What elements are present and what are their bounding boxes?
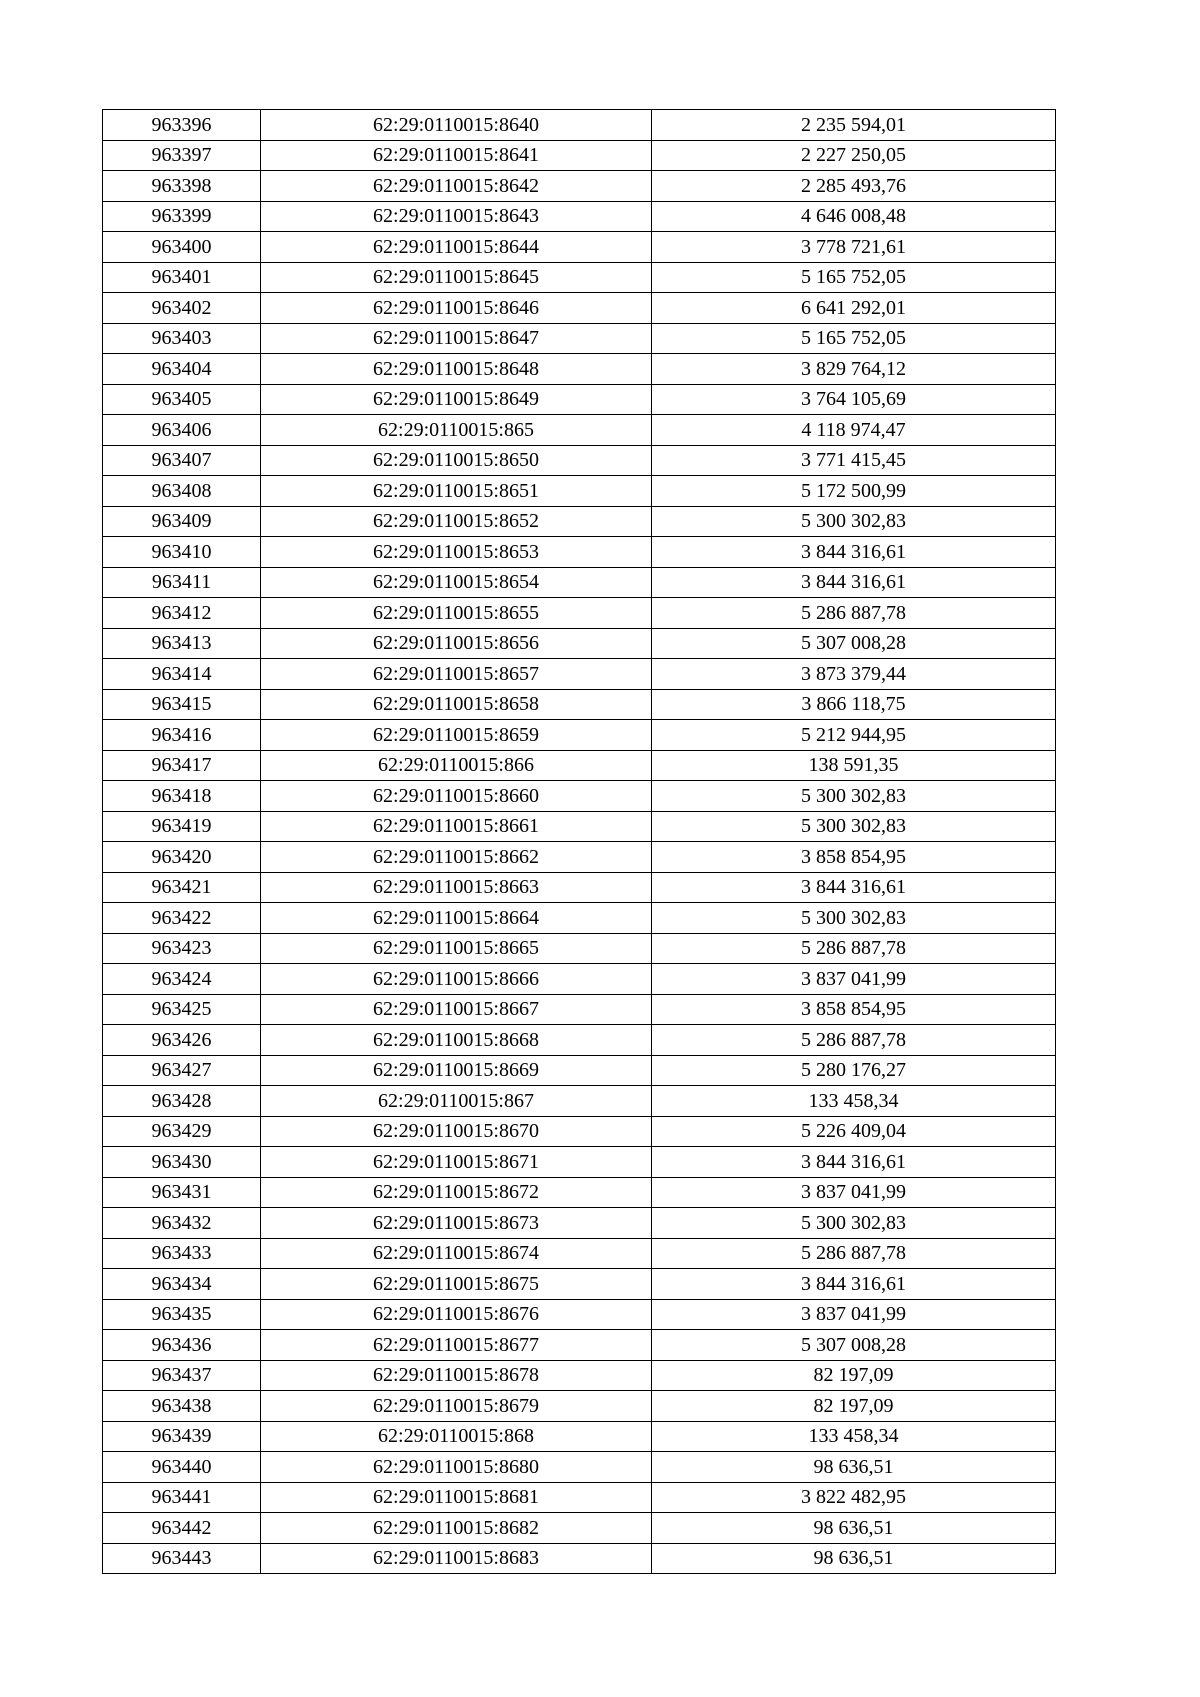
cadastral-number-cell: 62:29:0110015:8642 [261, 171, 652, 202]
cadastral-number-cell: 62:29:0110015:8669 [261, 1055, 652, 1086]
cadastral-value-cell: 2 227 250,05 [652, 140, 1056, 171]
row-number-cell: 963433 [103, 1238, 261, 1269]
table-row [103, 811, 1056, 842]
cadastral-number-cell: 62:29:0110015:8656 [261, 628, 652, 659]
table-row [103, 659, 1056, 690]
cadastral-number-cell: 62:29:0110015:8676 [261, 1299, 652, 1330]
cadastral-number-cell: 62:29:0110015:8674 [261, 1238, 652, 1269]
row-number-cell: 963440 [103, 1452, 261, 1483]
row-number-cell: 963407 [103, 445, 261, 476]
row-number-cell: 963428 [103, 1086, 261, 1117]
row-number-cell: 963439 [103, 1421, 261, 1452]
row-number-cell: 963405 [103, 384, 261, 415]
table-row [103, 842, 1056, 873]
cadastral-value-cell: 5 165 752,05 [652, 323, 1056, 354]
cadastral-value-cell: 3 844 316,61 [652, 537, 1056, 568]
row-number-cell: 963397 [103, 140, 261, 171]
table-row [103, 1299, 1056, 1330]
row-number-cell: 963404 [103, 354, 261, 385]
cadastral-number-cell: 62:29:0110015:8664 [261, 903, 652, 934]
cadastral-number-cell: 62:29:0110015:8679 [261, 1391, 652, 1422]
row-number-cell: 963411 [103, 567, 261, 598]
table-row [103, 1452, 1056, 1483]
cadastral-number-cell: 62:29:0110015:8678 [261, 1360, 652, 1391]
cadastral-value-table [102, 109, 1056, 1574]
table-row [103, 1116, 1056, 1147]
row-number-cell: 963424 [103, 964, 261, 995]
row-number-cell: 963413 [103, 628, 261, 659]
row-number-cell: 963435 [103, 1299, 261, 1330]
cadastral-value-cell: 5 280 176,27 [652, 1055, 1056, 1086]
cadastral-value-cell: 3 837 041,99 [652, 1299, 1056, 1330]
table-row [103, 201, 1056, 232]
row-number-cell: 963442 [103, 1513, 261, 1544]
row-number-cell: 963423 [103, 933, 261, 964]
table-row [103, 415, 1056, 446]
row-number-cell: 963409 [103, 506, 261, 537]
row-number-cell: 963420 [103, 842, 261, 873]
cadastral-number-cell: 62:29:0110015:8658 [261, 689, 652, 720]
cadastral-value-cell: 5 172 500,99 [652, 476, 1056, 507]
cadastral-value-cell: 5 286 887,78 [652, 598, 1056, 629]
table-row [103, 1055, 1056, 1086]
cadastral-value-cell: 5 307 008,28 [652, 628, 1056, 659]
table-row [103, 262, 1056, 293]
row-number-cell: 963414 [103, 659, 261, 690]
row-number-cell: 963399 [103, 201, 261, 232]
cadastral-number-cell: 62:29:0110015:8652 [261, 506, 652, 537]
row-number-cell: 963431 [103, 1177, 261, 1208]
table-row [103, 1025, 1056, 1056]
cadastral-value-cell: 98 636,51 [652, 1452, 1056, 1483]
cadastral-value-cell: 3 858 854,95 [652, 842, 1056, 873]
cadastral-value-cell: 5 300 302,83 [652, 781, 1056, 812]
cadastral-value-cell: 3 858 854,95 [652, 994, 1056, 1025]
row-number-cell: 963403 [103, 323, 261, 354]
cadastral-number-cell: 62:29:0110015:8680 [261, 1452, 652, 1483]
cadastral-number-cell: 62:29:0110015:8644 [261, 232, 652, 263]
table-row [103, 1543, 1056, 1574]
table-row [103, 994, 1056, 1025]
row-number-cell: 963408 [103, 476, 261, 507]
row-number-cell: 963406 [103, 415, 261, 446]
table-row [103, 323, 1056, 354]
table-row [103, 1360, 1056, 1391]
table-row [103, 1391, 1056, 1422]
cadastral-number-cell: 62:29:0110015:8657 [261, 659, 652, 690]
row-number-cell: 963410 [103, 537, 261, 568]
table-row [103, 750, 1056, 781]
cadastral-value-cell: 3 844 316,61 [652, 872, 1056, 903]
cadastral-number-cell: 62:29:0110015:8655 [261, 598, 652, 629]
cadastral-value-cell: 5 286 887,78 [652, 1238, 1056, 1269]
table-row [103, 506, 1056, 537]
row-number-cell: 963400 [103, 232, 261, 263]
cadastral-number-cell: 62:29:0110015:8667 [261, 994, 652, 1025]
cadastral-value-cell: 82 197,09 [652, 1391, 1056, 1422]
row-number-cell: 963402 [103, 293, 261, 324]
cadastral-number-cell: 62:29:0110015:8643 [261, 201, 652, 232]
row-number-cell: 963416 [103, 720, 261, 751]
cadastral-value-cell: 3 844 316,61 [652, 1269, 1056, 1300]
cadastral-value-cell: 2 235 594,01 [652, 110, 1056, 141]
cadastral-number-cell: 62:29:0110015:868 [261, 1421, 652, 1452]
row-number-cell: 963425 [103, 994, 261, 1025]
cadastral-number-cell: 62:29:0110015:8681 [261, 1482, 652, 1513]
cadastral-value-cell: 6 641 292,01 [652, 293, 1056, 324]
table-row [103, 872, 1056, 903]
row-number-cell: 963443 [103, 1543, 261, 1574]
cadastral-value-cell: 133 458,34 [652, 1421, 1056, 1452]
cadastral-number-cell: 62:29:0110015:8682 [261, 1513, 652, 1544]
cadastral-value-cell: 2 285 493,76 [652, 171, 1056, 202]
row-number-cell: 963427 [103, 1055, 261, 1086]
row-number-cell: 963438 [103, 1391, 261, 1422]
cadastral-number-cell: 62:29:0110015:8663 [261, 872, 652, 903]
row-number-cell: 963398 [103, 171, 261, 202]
cadastral-number-cell: 62:29:0110015:8640 [261, 110, 652, 141]
cadastral-value-cell: 3 764 105,69 [652, 384, 1056, 415]
table-row [103, 1147, 1056, 1178]
cadastral-number-cell: 62:29:0110015:8647 [261, 323, 652, 354]
table-row [103, 354, 1056, 385]
row-number-cell: 963432 [103, 1208, 261, 1239]
table-row [103, 689, 1056, 720]
cadastral-number-cell: 62:29:0110015:8651 [261, 476, 652, 507]
cadastral-value-cell: 3 829 764,12 [652, 354, 1056, 385]
table-row [103, 1208, 1056, 1239]
cadastral-number-cell: 62:29:0110015:867 [261, 1086, 652, 1117]
cadastral-value-cell: 3 844 316,61 [652, 567, 1056, 598]
cadastral-number-cell: 62:29:0110015:8662 [261, 842, 652, 873]
cadastral-number-cell: 62:29:0110015:866 [261, 750, 652, 781]
table-row [103, 110, 1056, 141]
cadastral-value-cell: 4 118 974,47 [652, 415, 1056, 446]
table-row [103, 384, 1056, 415]
cadastral-value-cell: 5 300 302,83 [652, 903, 1056, 934]
cadastral-value-cell: 5 286 887,78 [652, 933, 1056, 964]
cadastral-value-cell: 5 300 302,83 [652, 506, 1056, 537]
cadastral-value-cell: 4 646 008,48 [652, 201, 1056, 232]
row-number-cell: 963437 [103, 1360, 261, 1391]
cadastral-number-cell: 62:29:0110015:8683 [261, 1543, 652, 1574]
cadastral-number-cell: 62:29:0110015:8646 [261, 293, 652, 324]
cadastral-value-cell: 5 226 409,04 [652, 1116, 1056, 1147]
cadastral-number-cell: 62:29:0110015:8645 [261, 262, 652, 293]
table-body [103, 110, 1056, 1574]
cadastral-number-cell: 62:29:0110015:8659 [261, 720, 652, 751]
cadastral-number-cell: 62:29:0110015:8675 [261, 1269, 652, 1300]
cadastral-number-cell: 62:29:0110015:8665 [261, 933, 652, 964]
table-row [103, 445, 1056, 476]
cadastral-value-cell: 98 636,51 [652, 1513, 1056, 1544]
cadastral-value-cell: 3 844 316,61 [652, 1147, 1056, 1178]
table-row [103, 567, 1056, 598]
table-row [103, 598, 1056, 629]
cadastral-number-cell: 62:29:0110015:8660 [261, 781, 652, 812]
row-number-cell: 963415 [103, 689, 261, 720]
table-row [103, 781, 1056, 812]
cadastral-value-cell: 3 837 041,99 [652, 964, 1056, 995]
row-number-cell: 963426 [103, 1025, 261, 1056]
table-row [103, 537, 1056, 568]
cadastral-value-cell: 138 591,35 [652, 750, 1056, 781]
table-row [103, 964, 1056, 995]
row-number-cell: 963434 [103, 1269, 261, 1300]
cadastral-number-cell: 62:29:0110015:8677 [261, 1330, 652, 1361]
cadastral-value-cell: 5 286 887,78 [652, 1025, 1056, 1056]
table-row [103, 1482, 1056, 1513]
row-number-cell: 963401 [103, 262, 261, 293]
cadastral-number-cell: 62:29:0110015:8668 [261, 1025, 652, 1056]
cadastral-value-cell: 98 636,51 [652, 1543, 1056, 1574]
cadastral-number-cell: 62:29:0110015:8650 [261, 445, 652, 476]
table-row [103, 232, 1056, 263]
cadastral-value-cell: 3 866 118,75 [652, 689, 1056, 720]
row-number-cell: 963436 [103, 1330, 261, 1361]
table-row [103, 1086, 1056, 1117]
row-number-cell: 963421 [103, 872, 261, 903]
cadastral-number-cell: 62:29:0110015:8673 [261, 1208, 652, 1239]
table-row [103, 476, 1056, 507]
table-row [103, 903, 1056, 934]
table-row [103, 933, 1056, 964]
cadastral-value-cell: 5 300 302,83 [652, 811, 1056, 842]
row-number-cell: 963430 [103, 1147, 261, 1178]
table-row [103, 1177, 1056, 1208]
cadastral-value-cell: 3 778 721,61 [652, 232, 1056, 263]
row-number-cell: 963422 [103, 903, 261, 934]
cadastral-number-cell: 62:29:0110015:8666 [261, 964, 652, 995]
cadastral-value-cell: 5 212 944,95 [652, 720, 1056, 751]
cadastral-number-cell: 62:29:0110015:8648 [261, 354, 652, 385]
table-row [103, 1421, 1056, 1452]
cadastral-number-cell: 62:29:0110015:8649 [261, 384, 652, 415]
cadastral-number-cell: 62:29:0110015:8654 [261, 567, 652, 598]
cadastral-number-cell: 62:29:0110015:8653 [261, 537, 652, 568]
cadastral-number-cell: 62:29:0110015:8641 [261, 140, 652, 171]
row-number-cell: 963441 [103, 1482, 261, 1513]
row-number-cell: 963396 [103, 110, 261, 141]
row-number-cell: 963412 [103, 598, 261, 629]
row-number-cell: 963417 [103, 750, 261, 781]
cadastral-value-cell: 133 458,34 [652, 1086, 1056, 1117]
row-number-cell: 963429 [103, 1116, 261, 1147]
cadastral-value-cell: 5 307 008,28 [652, 1330, 1056, 1361]
table-row [103, 293, 1056, 324]
table-row [103, 720, 1056, 751]
cadastral-value-cell: 3 873 379,44 [652, 659, 1056, 690]
cadastral-number-cell: 62:29:0110015:865 [261, 415, 652, 446]
cadastral-number-cell: 62:29:0110015:8671 [261, 1147, 652, 1178]
row-number-cell: 963418 [103, 781, 261, 812]
cadastral-value-cell: 3 837 041,99 [652, 1177, 1056, 1208]
table-row [103, 1513, 1056, 1544]
cadastral-value-cell: 5 300 302,83 [652, 1208, 1056, 1239]
cadastral-number-cell: 62:29:0110015:8670 [261, 1116, 652, 1147]
cadastral-value-cell: 82 197,09 [652, 1360, 1056, 1391]
table-row [103, 628, 1056, 659]
cadastral-value-cell: 3 771 415,45 [652, 445, 1056, 476]
cadastral-value-cell: 3 822 482,95 [652, 1482, 1056, 1513]
table-row [103, 140, 1056, 171]
row-number-cell: 963419 [103, 811, 261, 842]
table-row [103, 1330, 1056, 1361]
table-row [103, 1269, 1056, 1300]
cadastral-number-cell: 62:29:0110015:8672 [261, 1177, 652, 1208]
cadastral-value-cell: 5 165 752,05 [652, 262, 1056, 293]
table-row [103, 1238, 1056, 1269]
table-row [103, 171, 1056, 202]
cadastral-number-cell: 62:29:0110015:8661 [261, 811, 652, 842]
